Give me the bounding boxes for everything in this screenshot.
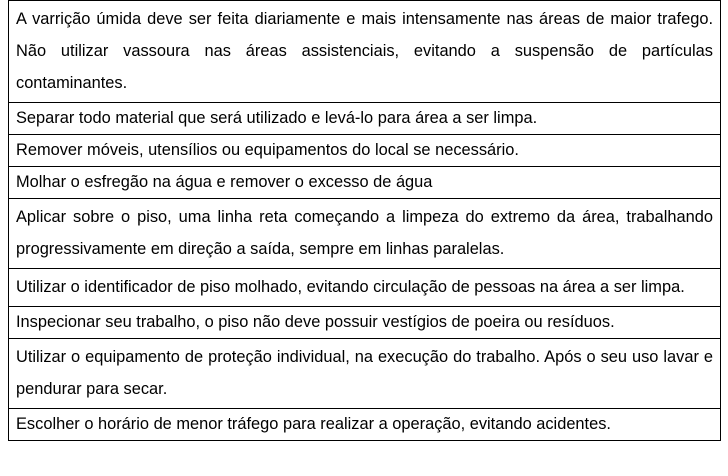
table-row [9, 1, 721, 103]
table-row [9, 409, 721, 441]
table-row [9, 199, 721, 269]
table-row [9, 103, 721, 135]
instruction-cell: Separar todo material que será utilizado e levá-lo para área a ser limpa. [9, 103, 721, 135]
instructions-table [8, 0, 721, 441]
instruction-cell: Molhar o esfregão na água e remover o excesso de água [9, 167, 721, 199]
instruction-cell: A varrição úmida deve ser feita diariamente e mais intensamente nas áreas de maior trafego. Não utilizar vassoura nas áreas assistenciais, evitando a suspensão de partículas contaminantes. [9, 1, 721, 103]
table-row [9, 135, 721, 167]
instruction-cell: Utilizar o equipamento de proteção individual, na execução do trabalho. Após o seu uso lavar e pendurar para secar. [9, 339, 721, 409]
table-row [9, 269, 721, 307]
table-row [9, 307, 721, 339]
instruction-cell: Inspecionar seu trabalho, o piso não deve possuir vestígios de poeira ou resíduos. [9, 307, 721, 339]
instruction-cell: Aplicar sobre o piso, uma linha reta começando a limpeza do extremo da área, trabalhando progressivamente em direção a saída, sempre em linhas paralelas. [9, 199, 721, 269]
instruction-cell: Remover móveis, utensílios ou equipamentos do local se necessário. [9, 135, 721, 167]
instruction-cell: Escolher o horário de menor tráfego para realizar a operação, evitando acidentes. [9, 409, 721, 441]
table-row [9, 167, 721, 199]
instruction-cell: Utilizar o identificador de piso molhado, evitando circulação de pessoas na área a ser limpa. [9, 269, 721, 307]
table-row [9, 339, 721, 409]
